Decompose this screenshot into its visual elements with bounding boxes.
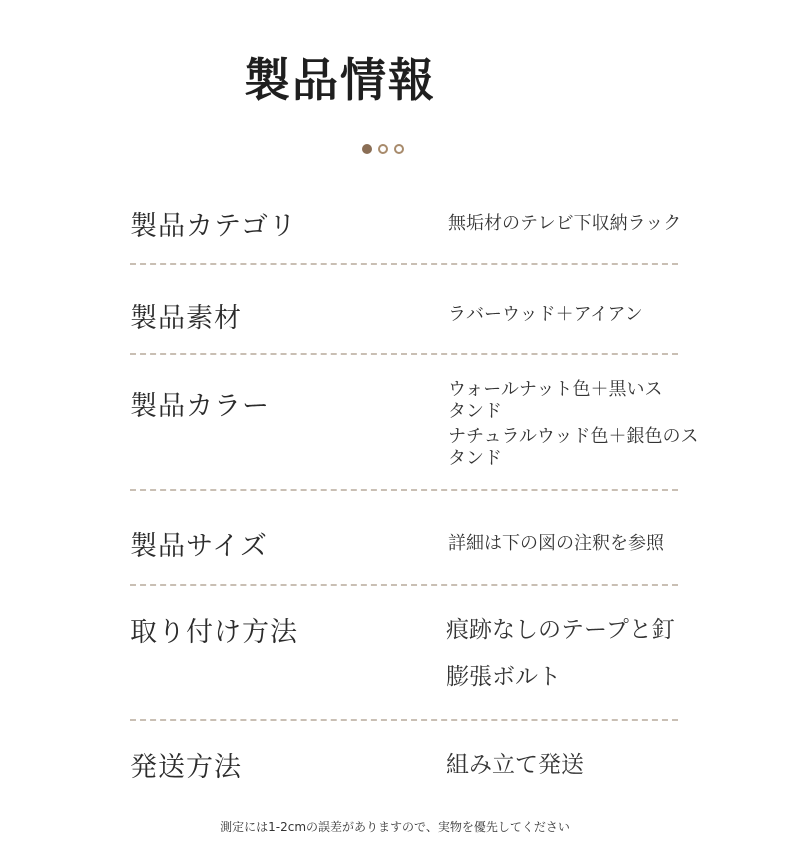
divider	[130, 263, 678, 265]
spec-value: 無垢材のテレビ下収納ラック	[448, 213, 682, 234]
spec-label: 発送方法	[130, 752, 242, 783]
spec-label: 製品サイズ	[130, 531, 268, 562]
dot-icon[interactable]	[378, 144, 388, 154]
spec-value: ラバーウッド＋アイアン	[448, 304, 643, 325]
spec-label: 製品カテゴリ	[130, 211, 297, 242]
dot-icon[interactable]	[394, 144, 404, 154]
spec-value: 詳細は下の図の注釈を参照	[448, 533, 664, 554]
spec-value: 痕跡なしのテープと釘	[446, 617, 675, 643]
spec-row-shipping	[130, 745, 678, 795]
spec-row-color	[130, 379, 699, 480]
spec-value: 組み立て発送	[446, 752, 584, 778]
spec-label: 取り付け方法	[130, 617, 298, 648]
spec-value: タンド	[448, 401, 502, 422]
page-title: 製品情報	[244, 53, 436, 107]
spec-value: ウォールナット色＋黒いス	[448, 379, 663, 400]
spec-label: 製品カラー	[130, 391, 270, 422]
spec-value: タンド	[448, 448, 502, 469]
spec-label: 製品素材	[130, 303, 242, 334]
carousel-dots	[362, 144, 404, 154]
spec-value: 膨張ボルト	[446, 664, 561, 690]
spec-row-material	[130, 292, 678, 342]
divider	[130, 719, 678, 721]
divider	[130, 353, 678, 355]
spec-row-installation	[130, 608, 678, 708]
spec-row-size	[130, 520, 678, 570]
dot-active-icon[interactable]	[362, 144, 372, 154]
spec-row-category	[130, 200, 682, 250]
footer-note: 測定には1-2cmの誤差がありますので、実物を優先してください	[220, 820, 570, 834]
spec-value: ナチュラルウッド色＋銀色のス	[448, 426, 699, 447]
divider	[130, 584, 678, 586]
divider	[130, 489, 678, 491]
